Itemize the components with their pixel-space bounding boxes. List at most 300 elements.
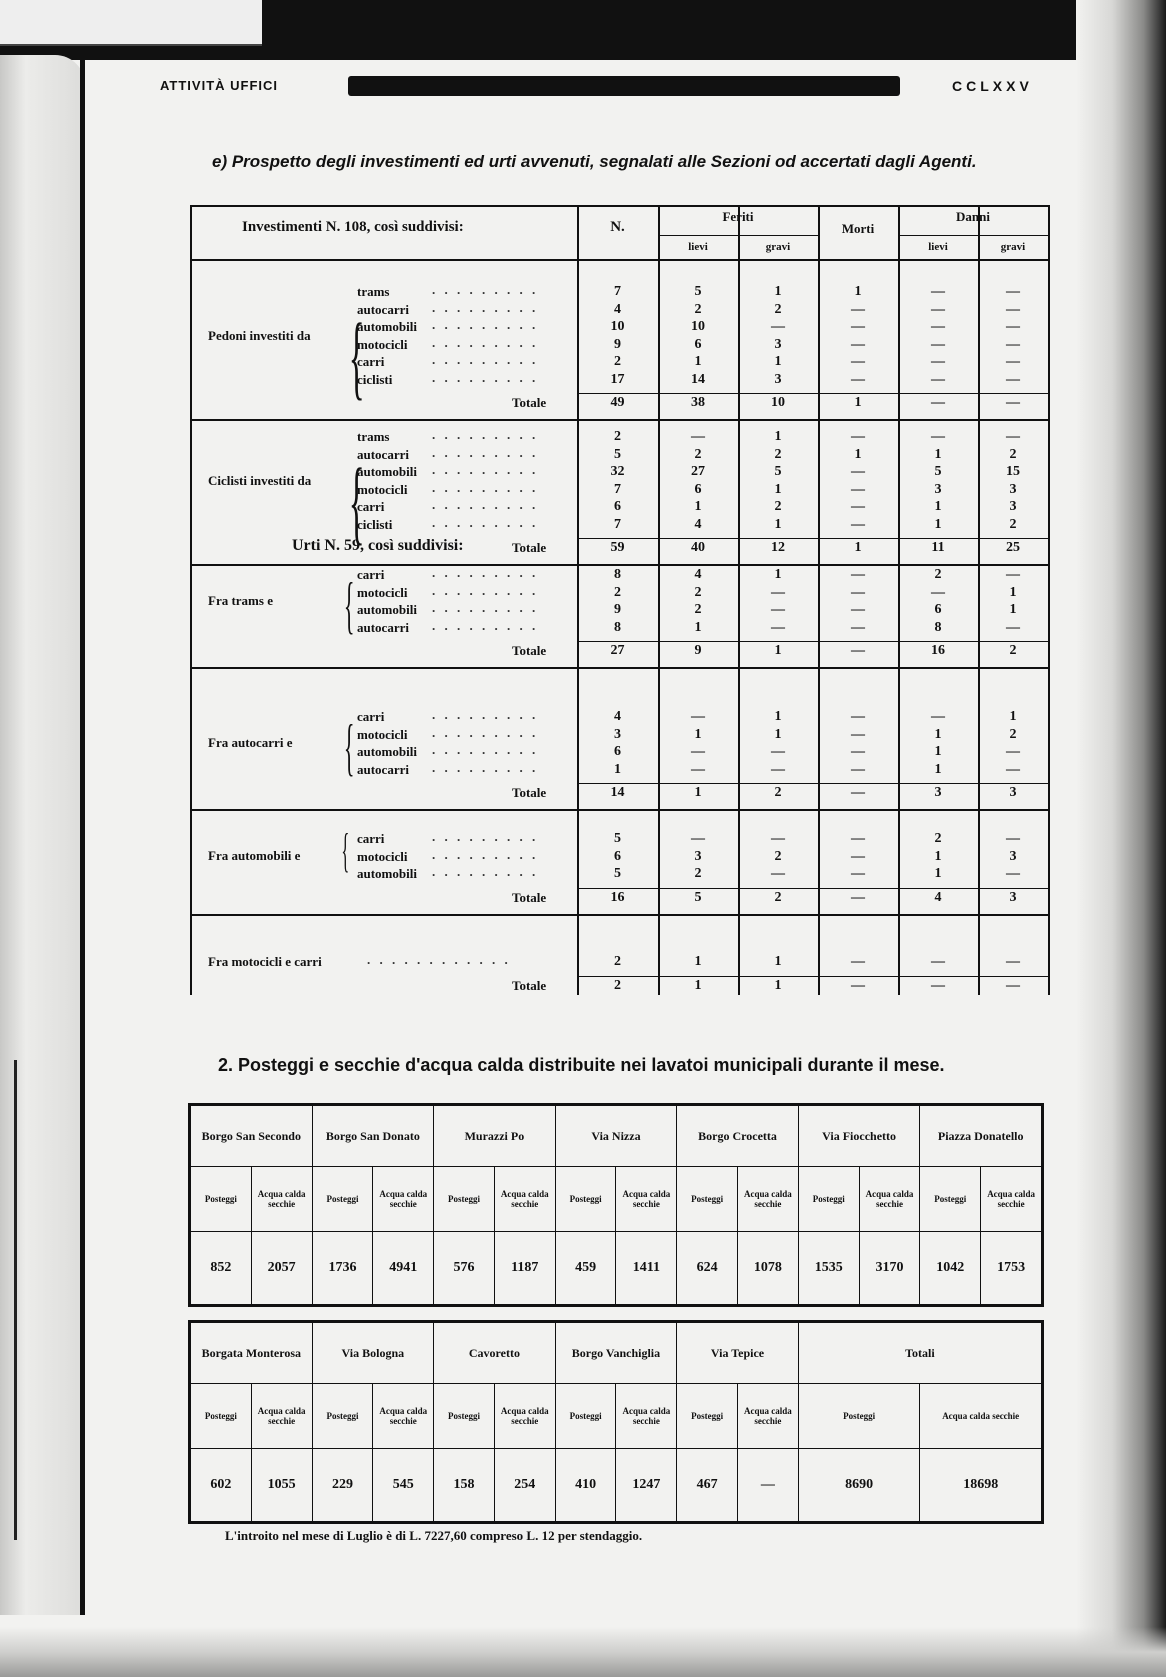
- cell-m: —: [851, 602, 865, 617]
- cell-dl: 1: [934, 761, 942, 777]
- group-label: Fra automobili e: [208, 848, 301, 864]
- total-top-line: [577, 393, 1048, 394]
- acqua-value: 1753: [981, 1232, 1042, 1305]
- group-divider: [192, 667, 1048, 669]
- cell-m: —: [851, 464, 865, 479]
- main-header: Investimenti N. 108, così suddivisi:: [242, 219, 464, 235]
- total-n: 49: [610, 395, 625, 410]
- urti-heading: Urti N. 59, così suddivisi:: [292, 537, 464, 554]
- cell-fl: 1: [694, 954, 702, 969]
- cell-fl: 1: [694, 726, 702, 742]
- cell-dg: 1: [1009, 602, 1017, 617]
- total-dl: 11: [931, 540, 945, 555]
- cell-fl: —: [691, 709, 705, 724]
- group-divider: [192, 419, 1048, 421]
- cell-fl: —: [691, 761, 705, 777]
- cell-dl: 2: [934, 831, 942, 846]
- posteggi-value: 1535: [798, 1232, 859, 1305]
- cell-fl: 1: [694, 619, 702, 635]
- total-m: —: [851, 977, 865, 993]
- posteggi-subheader: Posteggi: [312, 1167, 373, 1232]
- group-label: Fra motocicli e carri: [208, 954, 322, 969]
- row-item: ciclisti: [357, 371, 393, 387]
- acqua-subheader: Acqua calda secchie: [251, 1384, 312, 1449]
- cell-m: —: [851, 866, 865, 881]
- cell-fl: 2: [694, 602, 702, 617]
- row-item: motocicli: [357, 481, 408, 497]
- total-label: Totale: [512, 395, 547, 410]
- totali-header: Totali: [798, 1323, 1041, 1384]
- cell-m: —: [851, 954, 865, 969]
- danni-header: Danni: [956, 209, 990, 224]
- cell-n: 8: [614, 619, 621, 635]
- cell-dg: 2: [1009, 446, 1017, 462]
- total-n: 59: [610, 540, 625, 555]
- cell-dg: —: [1006, 954, 1020, 969]
- total-n: 16: [610, 889, 625, 905]
- lavatoio-name: Borgo San Donato: [312, 1106, 434, 1167]
- posteggi-value: 1736: [312, 1232, 373, 1305]
- total-fl: 38: [691, 395, 705, 410]
- cell-n: 5: [614, 866, 621, 881]
- posteggi-subheader: Posteggi: [434, 1167, 495, 1232]
- cell-m: 1: [854, 446, 862, 462]
- cell-fg: —: [771, 319, 785, 334]
- row-item: motocicli: [357, 726, 408, 742]
- cell-n: 5: [614, 446, 621, 462]
- leader-dots: . . . . . . . . .: [432, 299, 539, 315]
- cell-fg: 1: [774, 429, 782, 444]
- row-item: carri: [357, 499, 385, 514]
- leader-dots: . . . . . . . . .: [432, 582, 539, 598]
- group-label: Pedoni investiti da: [208, 327, 311, 343]
- cell-n: 9: [614, 602, 621, 617]
- posteggi-value: 410: [555, 1449, 616, 1522]
- acqua-value: 545: [373, 1449, 434, 1522]
- total-dl: 3: [934, 785, 942, 800]
- lavatoio-name: Cavoretto: [434, 1323, 556, 1384]
- row-item: carri: [357, 709, 385, 724]
- section-e-title: e) Prospetto degli investimenti ed urti avvenuti, segnalati alle Sezioni od accertati dagli Agenti.: [212, 152, 977, 171]
- cell-fg: 3: [774, 336, 782, 352]
- row-item: carri: [357, 354, 385, 369]
- group-divider: [192, 809, 1048, 811]
- totali-posteggi-subheader: Posteggi: [798, 1384, 920, 1449]
- leader-dots: . . . . . . . . .: [432, 479, 539, 495]
- total-fl: 9: [694, 643, 702, 658]
- group-divider: [192, 914, 1048, 916]
- total-label: Totale: [512, 889, 547, 905]
- group-brace: {: [341, 825, 350, 878]
- cell-fg: 1: [774, 726, 782, 742]
- cell-fg: —: [771, 744, 785, 759]
- cell-dg: 15: [1006, 464, 1020, 479]
- cell-fg: 1: [774, 354, 782, 369]
- cell-dl: —: [931, 354, 945, 369]
- cell-fg: 1: [774, 481, 782, 497]
- cell-fg: —: [771, 761, 785, 777]
- acqua-subheader: Acqua calda secchie: [494, 1167, 555, 1232]
- cell-dl: —: [931, 429, 945, 444]
- acqua-subheader: Acqua calda secchie: [738, 1384, 799, 1449]
- table-row: [191, 1167, 1042, 1232]
- cell-fl: 2: [694, 866, 702, 881]
- cell-dg: 3: [1009, 499, 1017, 514]
- acqua-value: 1411: [616, 1232, 677, 1305]
- cell-fg: 5: [774, 464, 782, 479]
- posteggi-value: 852: [191, 1232, 252, 1305]
- leader-dots: . . . . . . . . .: [432, 759, 539, 775]
- scan-frame-right: [1076, 0, 1166, 1677]
- row-item: autocarri: [357, 619, 409, 635]
- row-item: motocicli: [357, 336, 408, 352]
- total-n: 2: [614, 977, 621, 993]
- total-m: —: [851, 643, 865, 658]
- total-fg: 2: [774, 889, 782, 905]
- group-brace: {: [348, 304, 365, 409]
- cell-n: 7: [614, 284, 621, 299]
- cell-m: —: [851, 354, 865, 369]
- group-label: Fra autocarri e: [208, 735, 293, 750]
- posteggi-value: 459: [555, 1232, 616, 1305]
- scan-paper-edge: [0, 0, 262, 46]
- leader-dots: . . . . . . . . . . . .: [367, 952, 511, 967]
- leader-dots: . . . . . . . . .: [432, 707, 539, 722]
- acqua-value: 1055: [251, 1449, 312, 1522]
- cell-dg: —: [1006, 567, 1020, 582]
- cell-m: —: [851, 499, 865, 514]
- cell-fl: 1: [694, 499, 702, 514]
- cell-fl: 5: [694, 284, 702, 299]
- cell-fl: 14: [691, 371, 705, 387]
- total-dg: —: [1006, 977, 1020, 993]
- leader-dots: . . . . . . . . .: [432, 724, 539, 740]
- total-top-line: [577, 783, 1048, 784]
- cell-m: —: [851, 301, 865, 317]
- acqua-value: 1078: [738, 1232, 799, 1305]
- cell-m: —: [851, 481, 865, 497]
- cell-n: 10: [610, 319, 625, 334]
- posteggi-subheader: Posteggi: [555, 1167, 616, 1232]
- posteggi-value: 1042: [920, 1232, 981, 1305]
- row-item: automobili: [357, 319, 417, 334]
- leader-dots: . . . . . . . . .: [432, 497, 539, 512]
- cell-fl: 1: [694, 354, 702, 369]
- cell-fg: —: [771, 602, 785, 617]
- total-top-line: [577, 976, 1048, 977]
- cell-fl: 6: [694, 481, 702, 497]
- total-fg: 12: [771, 540, 785, 555]
- lavatoio-name: Borgo San Secondo: [191, 1106, 313, 1167]
- row-item: automobili: [357, 866, 417, 881]
- row-item: autocarri: [357, 761, 409, 777]
- posteggi-subheader: Posteggi: [677, 1167, 738, 1232]
- cell-fg: 1: [774, 284, 782, 299]
- total-dg: —: [1006, 395, 1020, 410]
- total-m: —: [851, 889, 865, 905]
- n-header: N.: [610, 219, 625, 235]
- row-item: trams: [357, 284, 390, 299]
- cell-m: —: [851, 848, 865, 864]
- total-label: Totale: [512, 643, 547, 658]
- total-fg: 1: [774, 643, 782, 658]
- feriti-gravi-header: gravi: [765, 241, 791, 253]
- posteggi-subheader: Posteggi: [555, 1384, 616, 1449]
- section-2-title: 2. Posteggi e secchie d'acqua calda distribuite nei lavatoi municipali durante il mese.: [218, 1055, 945, 1075]
- investimenti-table: [190, 205, 1050, 995]
- acqua-value: 1247: [616, 1449, 677, 1522]
- posteggi-subheader: Posteggi: [920, 1167, 981, 1232]
- totali-posteggi-value: 8690: [798, 1449, 920, 1522]
- acqua-subheader: Acqua calda secchie: [373, 1384, 434, 1449]
- table-row: [191, 1449, 1042, 1522]
- cell-fl: 2: [694, 446, 702, 462]
- cell-fg: —: [771, 866, 785, 881]
- cell-dl: —: [931, 371, 945, 387]
- total-dl: —: [931, 977, 945, 993]
- group-label: Fra trams e: [208, 593, 273, 608]
- posteggi-subheader: Posteggi: [677, 1384, 738, 1449]
- cell-m: —: [851, 429, 865, 444]
- lavatoio-name: Via Nizza: [555, 1106, 677, 1167]
- group-brace: {: [348, 449, 365, 554]
- cell-dl: —: [931, 584, 945, 600]
- total-label: Totale: [512, 540, 547, 555]
- acqua-subheader: Acqua calda secchie: [373, 1167, 434, 1232]
- acqua-value: 2057: [251, 1232, 312, 1305]
- row-item: automobili: [357, 744, 417, 759]
- scan-frame-bottom: [0, 1627, 1166, 1677]
- cell-n: 32: [610, 464, 625, 479]
- cell-fg: 2: [774, 301, 782, 317]
- acqua-value: 1187: [494, 1232, 555, 1305]
- lavatoio-name: Via Fiocchetto: [798, 1106, 920, 1167]
- leader-dots: . . . . . . . . .: [432, 462, 539, 477]
- feriti-lievi-header: lievi: [688, 241, 708, 253]
- cell-dg: 2: [1009, 726, 1017, 742]
- danni-lievi-header: lievi: [928, 241, 948, 253]
- acqua-value: 254: [494, 1449, 555, 1522]
- cell-dl: —: [931, 284, 945, 299]
- cell-m: —: [851, 516, 865, 532]
- lavatoio-name: Via Tepice: [677, 1323, 799, 1384]
- lavatoio-name: Borgo Crocetta: [677, 1106, 799, 1167]
- total-m: —: [851, 785, 865, 800]
- posteggi-value: 158: [434, 1449, 495, 1522]
- leader-dots: . . . . . . . . .: [432, 742, 539, 757]
- total-top-line: [577, 538, 1048, 539]
- total-dg: 3: [1009, 889, 1017, 905]
- leader-dots: . . . . . . . . .: [432, 617, 539, 633]
- row-item: automobili: [357, 602, 417, 617]
- cell-m: —: [851, 584, 865, 600]
- table-row: [191, 1232, 1042, 1305]
- morti-header: Morti: [841, 221, 875, 236]
- total-label: Totale: [512, 977, 547, 993]
- lavatoio-name: Borgo Vanchiglia: [555, 1323, 677, 1384]
- posteggi-subheader: Posteggi: [191, 1384, 252, 1449]
- cell-dl: 1: [934, 516, 942, 532]
- cell-fl: 10: [691, 319, 705, 334]
- cell-dg: —: [1006, 744, 1020, 759]
- lavatoi-table-b: [188, 1320, 1044, 1524]
- total-m: 1: [854, 540, 862, 555]
- cell-n: 4: [614, 709, 621, 724]
- total-dg: 2: [1009, 643, 1017, 658]
- cell-dl: —: [931, 336, 945, 352]
- leader-dots: . . . . . . . . .: [432, 282, 539, 297]
- cell-fg: 1: [774, 516, 782, 532]
- cell-dl: 1: [934, 744, 942, 759]
- leader-dots: . . . . . . . . .: [432, 514, 539, 530]
- binding-edge-line: [14, 1060, 17, 1540]
- total-m: 1: [854, 395, 862, 410]
- total-fl: 1: [694, 977, 702, 993]
- cell-fl: 2: [694, 301, 702, 317]
- cell-m: —: [851, 319, 865, 334]
- total-dl: —: [931, 395, 945, 410]
- leader-dots: . . . . . . . . .: [432, 369, 539, 385]
- cell-fl: 4: [694, 516, 702, 532]
- cell-fg: 2: [774, 499, 782, 514]
- cell-m: —: [851, 726, 865, 742]
- total-fg: 2: [774, 785, 782, 800]
- row-item: trams: [357, 429, 390, 444]
- cell-dl: —: [931, 319, 945, 334]
- cell-m: 1: [854, 284, 862, 299]
- cell-n: 8: [614, 567, 621, 582]
- leader-dots: . . . . . . . . .: [432, 352, 539, 367]
- introito-note: L'introito nel mese di Luglio è di L. 7227,60 compreso L. 12 per stendaggio.: [225, 1528, 643, 1543]
- cell-m: —: [851, 744, 865, 759]
- page-number: CCLXXV: [952, 78, 1033, 94]
- acqua-subheader: Acqua calda secchie: [738, 1167, 799, 1232]
- total-top-line: [577, 888, 1048, 889]
- cell-dl: 5: [934, 464, 942, 479]
- cell-dg: —: [1006, 284, 1020, 299]
- lavatoio-name: Via Bologna: [312, 1323, 434, 1384]
- posteggi-subheader: Posteggi: [191, 1167, 252, 1232]
- acqua-subheader: Acqua calda secchie: [494, 1384, 555, 1449]
- cell-m: —: [851, 567, 865, 582]
- cell-fg: 1: [774, 954, 782, 969]
- running-header-left: ATTIVITÀ UFFICI: [160, 78, 279, 93]
- cell-dl: 1: [934, 848, 942, 864]
- cell-fg: —: [771, 584, 785, 600]
- cell-fl: 2: [694, 584, 702, 600]
- leader-dots: . . . . . . . . .: [432, 427, 539, 442]
- cell-dg: —: [1006, 319, 1020, 334]
- posteggi-value: 467: [677, 1449, 738, 1522]
- cell-m: —: [851, 336, 865, 352]
- acqua-value: —: [738, 1449, 799, 1522]
- totali-acqua-subheader: Acqua calda secchie: [920, 1384, 1042, 1449]
- group-label: Ciclisti investiti da: [208, 472, 312, 488]
- posteggi-value: 229: [312, 1449, 373, 1522]
- cell-dg: 1: [1009, 709, 1017, 724]
- header-ornament-band: [348, 76, 900, 96]
- header-bottom-line: [192, 259, 1048, 261]
- posteggi-subheader: Posteggi: [798, 1167, 859, 1232]
- cell-dl: 1: [934, 499, 942, 514]
- cell-dl: 1: [934, 866, 942, 881]
- lavatoio-name: Borgata Monterosa: [191, 1323, 313, 1384]
- cell-n: 7: [614, 481, 621, 497]
- cell-fg: 1: [774, 709, 782, 724]
- row-item: autocarri: [357, 446, 409, 462]
- leader-dots: . . . . . . . . .: [432, 334, 539, 350]
- leader-dots: . . . . . . . . .: [432, 444, 539, 460]
- total-fl: 1: [694, 785, 702, 800]
- cell-n: 17: [610, 371, 625, 387]
- cell-dl: 6: [934, 602, 942, 617]
- cell-fl: 3: [694, 848, 702, 864]
- posteggi-value: 624: [677, 1232, 738, 1305]
- totali-acqua-value: 18698: [920, 1449, 1042, 1522]
- cell-m: —: [851, 709, 865, 724]
- cell-dl: 1: [934, 726, 942, 742]
- acqua-subheader: Acqua calda secchie: [616, 1384, 677, 1449]
- acqua-value: 3170: [859, 1232, 920, 1305]
- posteggi-value: 602: [191, 1449, 252, 1522]
- row-item: motocicli: [357, 848, 408, 864]
- acqua-subheader: Acqua calda secchie: [981, 1167, 1042, 1232]
- cell-n: 4: [614, 301, 621, 317]
- acqua-subheader: Acqua calda secchie: [859, 1167, 920, 1232]
- cell-dg: —: [1006, 619, 1020, 635]
- acqua-value: 4941: [373, 1232, 434, 1305]
- cell-n: 3: [614, 726, 621, 742]
- cell-dl: 1: [934, 446, 942, 462]
- danni-gravi-header: gravi: [1000, 241, 1026, 253]
- posteggi-value: 576: [434, 1232, 495, 1305]
- cell-m: —: [851, 831, 865, 846]
- cell-n: 2: [614, 354, 621, 369]
- leader-dots: . . . . . . . . .: [432, 565, 539, 580]
- cell-n: 9: [614, 336, 621, 352]
- row-item: motocicli: [357, 584, 408, 600]
- cell-dl: —: [931, 954, 945, 969]
- cell-fg: —: [771, 619, 785, 635]
- page-binding: [0, 55, 85, 1615]
- total-fg: 10: [771, 395, 785, 410]
- binding-shadow-line: [80, 55, 85, 1615]
- group-brace: {: [343, 712, 355, 782]
- cell-fg: —: [771, 831, 785, 846]
- cell-dg: 3: [1009, 848, 1017, 864]
- posteggi-subheader: Posteggi: [434, 1384, 495, 1449]
- row-item: automobili: [357, 464, 417, 479]
- total-dl: 16: [931, 643, 945, 658]
- total-fl: 5: [694, 889, 702, 905]
- total-dl: 4: [934, 889, 942, 905]
- cell-m: —: [851, 619, 865, 635]
- cell-n: 2: [614, 429, 621, 444]
- cell-m: —: [851, 371, 865, 387]
- total-top-line: [577, 641, 1048, 642]
- cell-n: 6: [614, 499, 621, 514]
- total-fg: 1: [774, 977, 782, 993]
- leader-dots: . . . . . . . . .: [432, 864, 539, 879]
- cell-n: 1: [614, 761, 621, 777]
- posteggi-subheader: Posteggi: [312, 1384, 373, 1449]
- cell-dg: 1: [1009, 584, 1017, 600]
- total-n: 14: [610, 785, 625, 800]
- cell-fl: —: [691, 831, 705, 846]
- cell-n: 5: [614, 831, 621, 846]
- total-fl: 40: [691, 540, 705, 555]
- row-item: ciclisti: [357, 516, 393, 532]
